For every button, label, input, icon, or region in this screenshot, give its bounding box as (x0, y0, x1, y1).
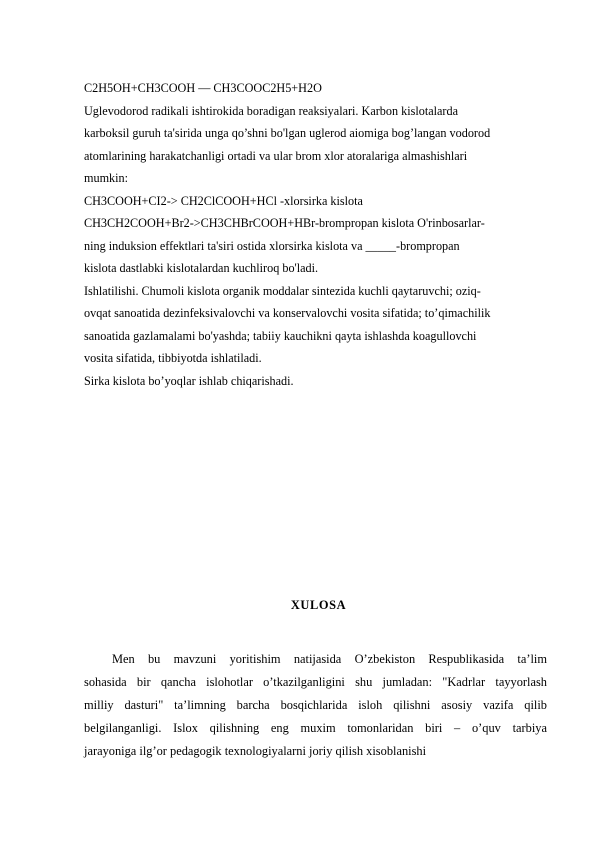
reaction-line: C2H5OH+CH3COOH — CH3COOC2H5+H2O (84, 81, 322, 95)
paragraph-line: Men bu mavzuni yoritishim natijasida O’zbekiston Respublikasida ta’lim (112, 652, 547, 666)
reaction-line: CH3CH2COOH+Br2->CH3CHBrCOOH+HBr-brompropan kislota O'rinbosarlar- (84, 216, 485, 230)
text-line: Sirka kislota bo’yoqlar ishlab chiqarishadi. (84, 373, 294, 388)
conclusion-paragraph (84, 648, 547, 763)
text-line: ovqat sanoatida dezinfeksivalovchi va konservalovchi vosita sifatida; to’qimachilik (84, 306, 491, 320)
text-line: vosita sifatida, tibbiyotda ishlatiladi. (84, 351, 262, 365)
text-line: ning induksion effektlari ta'siri ostida xlorsirka kislota va _____-brompropan (84, 238, 460, 253)
text-line: atomlarining harakatchanligi ortadi va ular brom xlor atoralariga almashishlari (84, 148, 468, 163)
paragraph-line: sohasida bir qancha islohotlar o’tkazilganligini shu jumladan: "Kadrlar tayyorlash (84, 675, 547, 689)
text-line: kislota dastlabki kislotalardan kuchliroq bo'ladi. (84, 261, 319, 275)
paragraph-line: milliy dasturi" ta’limning barcha bosqichlarida isloh qilishni asosiy vazifa qilib (84, 698, 547, 712)
reaction-line: CH3COOH+CI2-> CH2ClCOOH+HCl -xlorsirka kislota (84, 193, 363, 208)
text-line: Uglevodorod radikali ishtirokida boradigan reaksiyalari. Karbon kislotalarda (84, 103, 458, 118)
text-line: mumkin: (84, 171, 129, 185)
paragraph-line: belgilanganligi. Islox qilishning eng muxim tomonlaridan biri – o’quv tarbiya (84, 721, 547, 735)
text-line: karboksil guruh ta'sirida unga qo’shni bo'lgan uglerod aiomiga bog’langan vodorod (84, 126, 491, 140)
text-line: Ishlatilishi. Chumoli kislota organik moddalar sintezida kuchli qaytaruvchi; oziq- (84, 283, 481, 298)
paragraph-line: jarayoniga ilg’or pedagogik texnologiyalarni joriy qilish xisoblanishi (84, 744, 427, 758)
conclusion-heading: XULOSA (290, 598, 347, 612)
text-line: sanoatida gazlamalami bo'yashda; tabiiy kauchikni qayta ishlashda koagullovchi (84, 328, 477, 343)
chemistry-text-block (84, 77, 552, 392)
